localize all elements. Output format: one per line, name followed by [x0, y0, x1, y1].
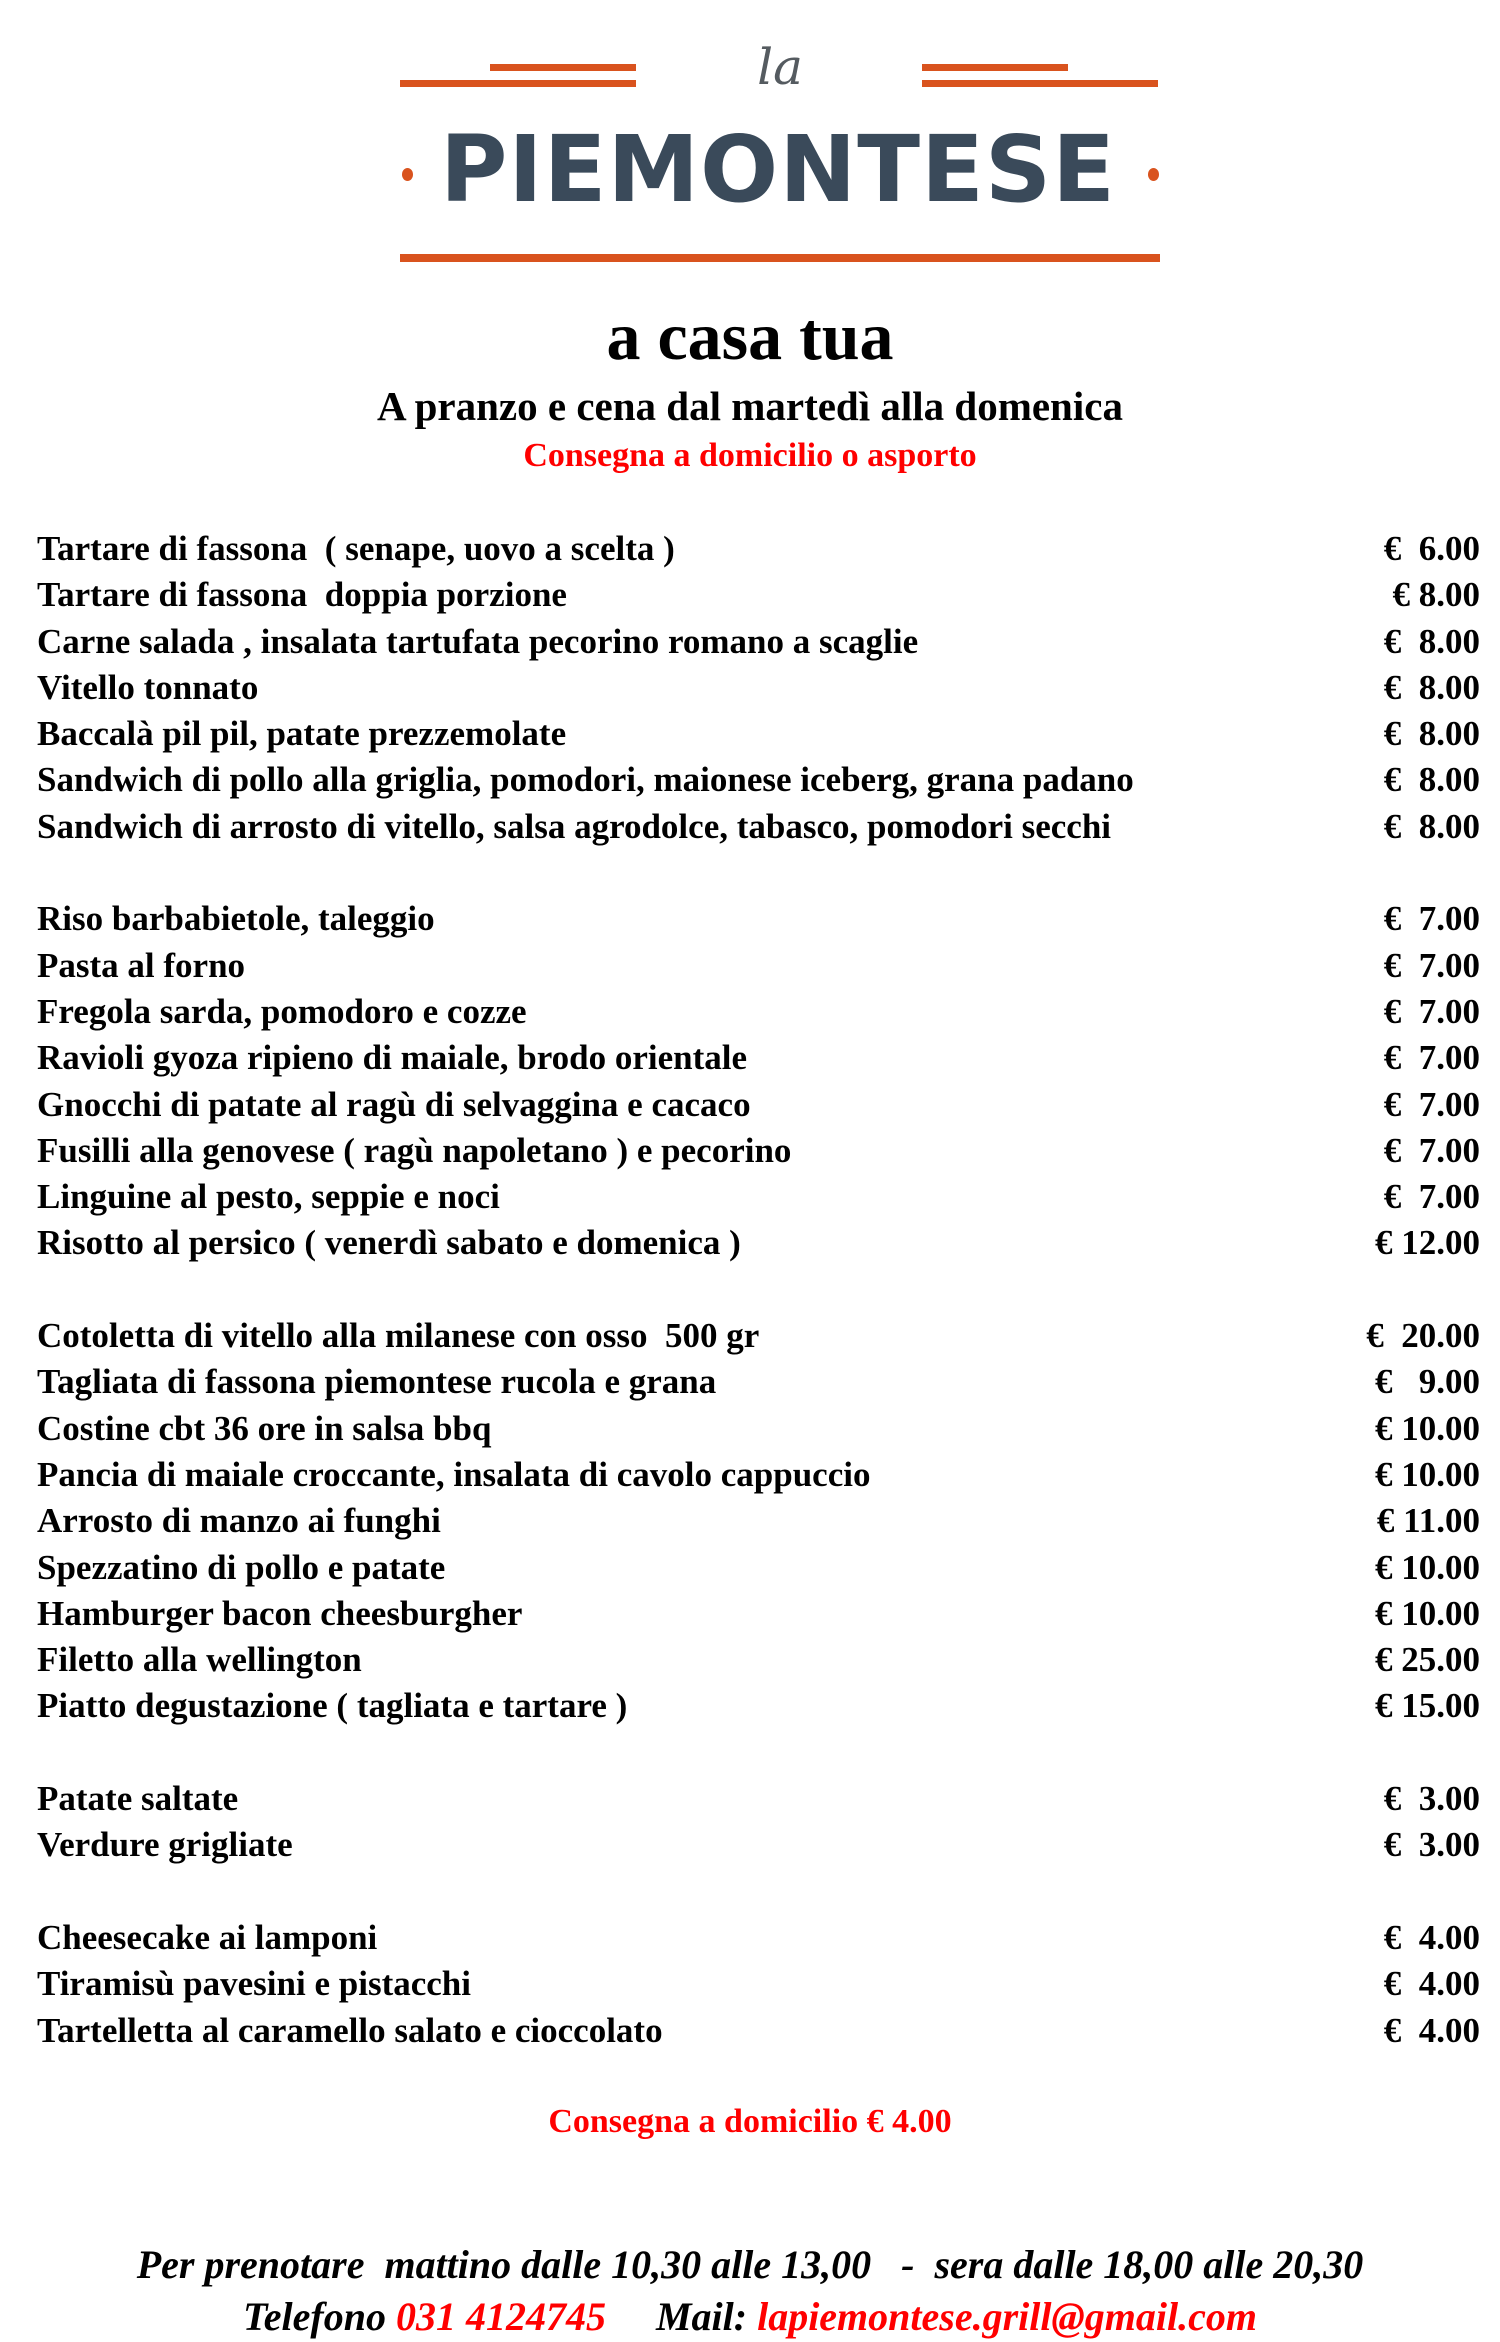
menu-item [37, 1220, 1480, 1266]
menu-item-price: € 8.00 [1383, 621, 1480, 661]
menu-item-name: Piatto degustazione ( tagliata e tartare ) [37, 1686, 628, 1726]
mail-label: Mail: [605, 2294, 758, 2339]
service-note: Consegna a domicilio o asporto [523, 437, 977, 474]
menu-item [37, 1498, 1480, 1544]
menu-item-price: € 7.00 [1383, 1130, 1480, 1170]
menu-item [37, 1313, 1480, 1359]
menu-item-name: Pasta al forno [37, 945, 246, 985]
menu-item-price: € 6.00 [1383, 529, 1480, 568]
menu-item [37, 804, 1480, 850]
menu-item-name: Hamburger bacon cheesburgher [37, 1593, 523, 1633]
menu-item-price: € 8.00 [1383, 667, 1480, 707]
menu-item-name: Sandwich di arrosto di vitello, salsa agrodolce, tabasco, pomodori secchi [37, 806, 1112, 846]
menu-item [37, 1128, 1480, 1174]
menu-item-price: € 7.00 [1383, 1084, 1480, 1124]
menu-item [37, 989, 1480, 1035]
menu-item [37, 1406, 1480, 1452]
menu-item-name: Riso barbabietole, taleggio [37, 899, 435, 939]
logo-dot-left-icon [402, 168, 413, 181]
menu-item [37, 572, 1480, 618]
logo-bar-top-left-long [400, 80, 636, 87]
menu-item-name: Fusilli alla genovese ( ragù napoletano ) e pecorino [37, 1130, 792, 1170]
menu-item-name: Tartare di fassona ( senape, uovo a scelta ) [37, 529, 675, 568]
menu-item [37, 1174, 1480, 1220]
logo-name: PIEMONTESE [440, 116, 1116, 223]
menu-item-name: Carne salada , insalata tartufata pecorino romano a scaglie [37, 621, 919, 661]
menu-item-name: Sandwich di pollo alla griglia, pomodori, maionese iceberg, grana padano [37, 760, 1134, 800]
delivery-fee: Consegna a domicilio € 4.00 [548, 2103, 952, 2140]
menu-item-price: € 11.00 [1376, 1501, 1480, 1541]
menu-item [37, 896, 1480, 942]
menu-item [37, 1637, 1480, 1683]
menu-item-name: Spezzatino di pollo e patate [37, 1547, 446, 1587]
menu-item [37, 1961, 1480, 2007]
menu-item-price: € 10.00 [1375, 1408, 1480, 1448]
menu-item-price: € 4.00 [1383, 1917, 1480, 1957]
menu-item-name: Risotto al persico ( venerdì sabato e domenica ) [37, 1223, 741, 1263]
menu-list [37, 526, 1480, 2054]
menu-item [37, 757, 1480, 803]
menu-item-price: € 7.00 [1383, 1177, 1480, 1217]
menu-item [37, 1915, 1480, 1961]
menu-item [37, 1035, 1480, 1081]
menu-item-price: € 3.00 [1383, 1779, 1480, 1819]
menu-item-price: € 20.00 [1366, 1316, 1480, 1356]
phone-number[interactable]: 031 4124745 [395, 2294, 606, 2339]
menu-item-price: € 8.00 [1383, 714, 1480, 754]
menu-item-name: Pancia di maiale croccante, insalata di cavolo cappuccio [37, 1454, 871, 1494]
menu-item [37, 1822, 1480, 1868]
menu-item-name: Cheesecake ai lamponi [37, 1917, 378, 1957]
menu-item [37, 711, 1480, 757]
menu-item-price: € 7.00 [1383, 899, 1480, 939]
menu-item-name: Tiramisù pavesini e pistacchi [37, 1964, 471, 2004]
menu-item [37, 1776, 1480, 1822]
menu-item-price: € 8.00 [1383, 806, 1480, 846]
email-link[interactable]: lapiemontese.grill@gmail.com [757, 2294, 1257, 2339]
logo-prefix: la [757, 38, 803, 96]
menu-item-name: Gnocchi di patate al ragù di selvaggina e cacaco [37, 1084, 751, 1124]
menu-item [37, 1545, 1480, 1591]
phone-label: Telefono [243, 2294, 396, 2339]
section-gap [37, 850, 1480, 896]
menu-item [37, 1082, 1480, 1128]
menu-item-price: € 7.00 [1383, 945, 1480, 985]
menu-item-price: € 7.00 [1383, 991, 1480, 1031]
menu-item-price: € 4.00 [1383, 2010, 1480, 2050]
menu-item-price: € 15.00 [1375, 1686, 1480, 1726]
logo-bar-top-left-short [490, 64, 636, 71]
menu-item [37, 526, 1480, 572]
menu-item [37, 619, 1480, 665]
menu-item-name: Ravioli gyoza ripieno di maiale, brodo orientale [37, 1038, 748, 1078]
section-gap [37, 1730, 1480, 1776]
menu-item-price: € 25.00 [1375, 1640, 1480, 1680]
menu-item-price: € 12.00 [1375, 1223, 1480, 1263]
menu-item-name: Linguine al pesto, seppie e noci [37, 1177, 500, 1217]
menu-item-name: Tartelletta al caramello salato e cioccolato [37, 2010, 663, 2050]
menu-item-name: Verdure grigliate [37, 1825, 293, 1865]
menu-item-price: € 8.00 [1392, 575, 1480, 615]
menu-item-name: Fregola sarda, pomodoro e cozze [37, 991, 527, 1031]
menu-item-name: Cotoletta di vitello alla milanese con osso 500 gr [37, 1316, 760, 1356]
menu-item [37, 943, 1480, 989]
logo [0, 0, 1500, 280]
logo-bar-top-right-short [922, 64, 1068, 71]
menu-item-name: Patate saltate [37, 1779, 239, 1819]
menu-item-name: Vitello tonnato [37, 667, 259, 707]
booking-hours: Per prenotare mattino dalle 10,30 alle 13,00 - sera dalle 18,00 alle 20,30 [136, 2242, 1364, 2287]
page-subtitle: A pranzo e cena dal martedì alla domenica [377, 383, 1123, 429]
menu-item-price: € 9.00 [1375, 1362, 1480, 1402]
page-title: a casa tua [606, 298, 894, 374]
menu-item-name: Baccalà pil pil, patate prezzemolate [37, 714, 567, 754]
menu-item-price: € 4.00 [1383, 1964, 1480, 2004]
menu-item-name: Filetto alla wellington [37, 1640, 362, 1680]
menu-item-price: € 7.00 [1383, 1038, 1480, 1078]
menu-item-name: Tartare di fassona doppia porzione [37, 575, 567, 615]
menu-item-name: Tagliata di fassona piemontese rucola e grana [37, 1362, 717, 1402]
menu-item-name: Arrosto di manzo ai funghi [37, 1501, 441, 1541]
menu-item [37, 1591, 1480, 1637]
menu-item [37, 665, 1480, 711]
menu-item-price: € 3.00 [1383, 1825, 1480, 1865]
logo-dot-right-icon [1148, 168, 1159, 181]
section-gap [37, 1267, 1480, 1313]
section-gap [37, 1869, 1480, 1915]
logo-bar-bottom [400, 254, 1160, 262]
menu-item-name: Costine cbt 36 ore in salsa bbq [37, 1408, 492, 1448]
menu-item [37, 1683, 1480, 1729]
logo-bar-top-right-long [922, 80, 1158, 87]
menu-item-price: € 10.00 [1375, 1454, 1480, 1494]
menu-item-price: € 10.00 [1375, 1593, 1480, 1633]
menu-item-price: € 10.00 [1375, 1547, 1480, 1587]
menu-item-price: € 8.00 [1383, 760, 1480, 800]
menu-item [37, 1359, 1480, 1405]
menu-item [37, 2008, 1480, 2054]
menu-item [37, 1452, 1480, 1498]
